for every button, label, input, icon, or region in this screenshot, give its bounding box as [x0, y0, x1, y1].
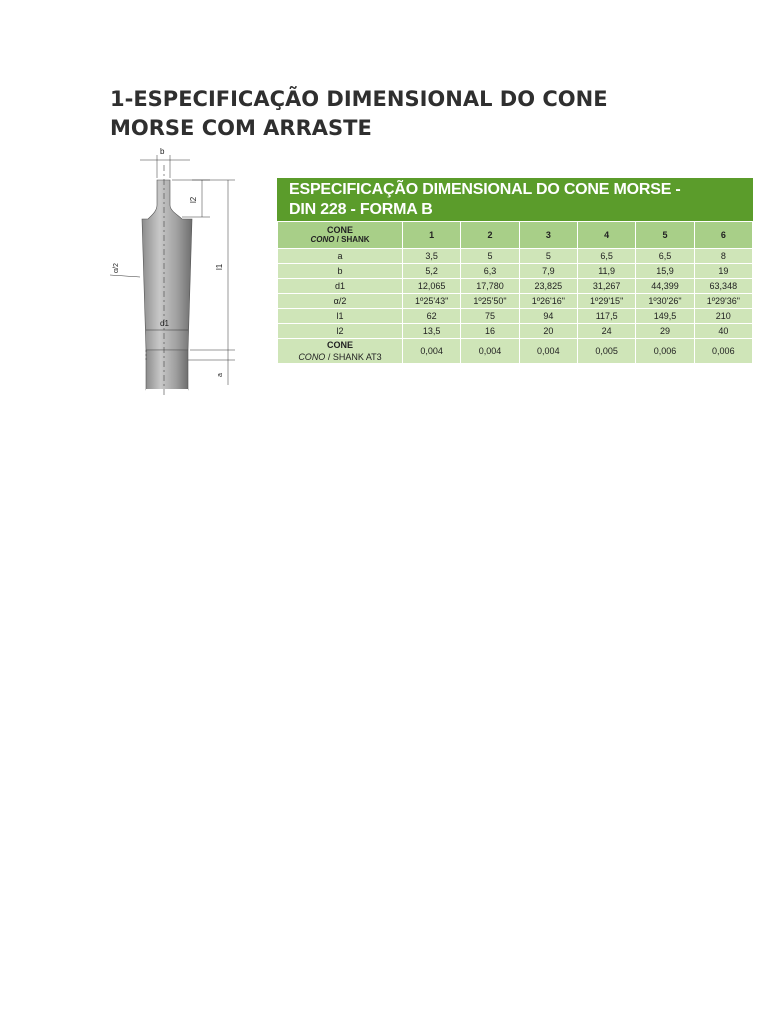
table-cell: 0,004 [461, 339, 519, 364]
heading-line-1: 1-ESPECIFICAÇÃO DIMENSIONAL DO CONE [110, 87, 608, 111]
label-a: a [217, 373, 224, 377]
table-cell: 63,348 [694, 279, 752, 294]
column-header: 5 [636, 222, 694, 249]
column-header: 2 [461, 222, 519, 249]
heading-line-2: MORSE COM ARRASTE [110, 116, 372, 140]
table-cell: 210 [694, 309, 752, 324]
table-cell: 19 [694, 264, 752, 279]
table-cell: 1º30'26" [636, 294, 694, 309]
table-header-row [278, 222, 753, 249]
table-cell: 5 [461, 249, 519, 264]
morse-taper-drawing [100, 145, 250, 395]
table-cell: 62 [403, 309, 461, 324]
table-cell: 117,5 [577, 309, 635, 324]
spec-table [277, 221, 753, 364]
table-cell: 3,5 [403, 249, 461, 264]
label-d1: d1 [160, 319, 169, 328]
table-cell: 16 [461, 324, 519, 339]
table-cell: 94 [519, 309, 577, 324]
shank-base [146, 350, 188, 390]
table-cell: 40 [694, 324, 752, 339]
row-label: a [278, 249, 403, 264]
table-cell: 24 [577, 324, 635, 339]
table-cell: 0,004 [519, 339, 577, 364]
table-cell: 44,399 [636, 279, 694, 294]
cone-at3-main: CONE [326, 340, 353, 350]
spec-title-line-1: ESPECIFICAÇÃO DIMENSIONAL DO CONE MORSE - [289, 181, 681, 198]
table-cell: 6,5 [577, 249, 635, 264]
row-label-cone-at3 [278, 339, 403, 364]
row-label: l1 [278, 309, 403, 324]
table-cell: 20 [519, 324, 577, 339]
column-header: 3 [519, 222, 577, 249]
table-cell: 6,3 [461, 264, 519, 279]
corner-header [278, 222, 403, 249]
spec-table-panel [277, 178, 753, 364]
table-cell: 11,9 [577, 264, 635, 279]
table-row [278, 249, 753, 264]
column-header: 6 [694, 222, 752, 249]
corner-rest: / SHANK [334, 235, 370, 244]
label-l1: l1 [215, 263, 224, 270]
table-row [278, 324, 753, 339]
table-cell: 23,825 [519, 279, 577, 294]
column-header: 4 [577, 222, 635, 249]
row-label: α/2 [278, 294, 403, 309]
table-cell: 1º26'16" [519, 294, 577, 309]
table-cell: 5,2 [403, 264, 461, 279]
cone-at3-italic: CONO [298, 352, 326, 362]
table-cell: 17,780 [461, 279, 519, 294]
label-b: b [160, 147, 165, 156]
spec-title-line-2: DIN 228 - FORMA B [289, 201, 433, 218]
label-l2: l2 [189, 196, 198, 203]
column-header: 1 [403, 222, 461, 249]
table-cell: 6,5 [636, 249, 694, 264]
table-cell: 75 [461, 309, 519, 324]
table-cell: 0,004 [403, 339, 461, 364]
table-cell: 12,065 [403, 279, 461, 294]
table-cell: 29 [636, 324, 694, 339]
table-row-cone-at3 [278, 339, 753, 364]
table-cell: 15,9 [636, 264, 694, 279]
table-row [278, 309, 753, 324]
table-row [278, 264, 753, 279]
table-cell: 0,006 [694, 339, 752, 364]
table-cell: 1º29'15" [577, 294, 635, 309]
table-cell: 1º25'43" [403, 294, 461, 309]
corner-main: CONE [326, 225, 353, 235]
table-cell: 5 [519, 249, 577, 264]
row-label: d1 [278, 279, 403, 294]
table-cell: 0,005 [577, 339, 635, 364]
cone-at3-rest: / SHANK AT3 [325, 352, 382, 362]
row-label: b [278, 264, 403, 279]
table-cell: 149,5 [636, 309, 694, 324]
corner-italic: CONO [310, 235, 335, 244]
row-label: l2 [278, 324, 403, 339]
table-cell: 8 [694, 249, 752, 264]
table-cell: 1º25'50" [461, 294, 519, 309]
spec-table-title [277, 178, 753, 221]
table-cell: 0,006 [636, 339, 694, 364]
table-cell: 1º29'36" [694, 294, 752, 309]
label-alpha: α/2 [113, 263, 120, 273]
table-row [278, 294, 753, 309]
table-row [278, 279, 753, 294]
table-cell: 31,267 [577, 279, 635, 294]
table-cell: 13,5 [403, 324, 461, 339]
table-cell: 7,9 [519, 264, 577, 279]
page-heading [110, 85, 670, 143]
